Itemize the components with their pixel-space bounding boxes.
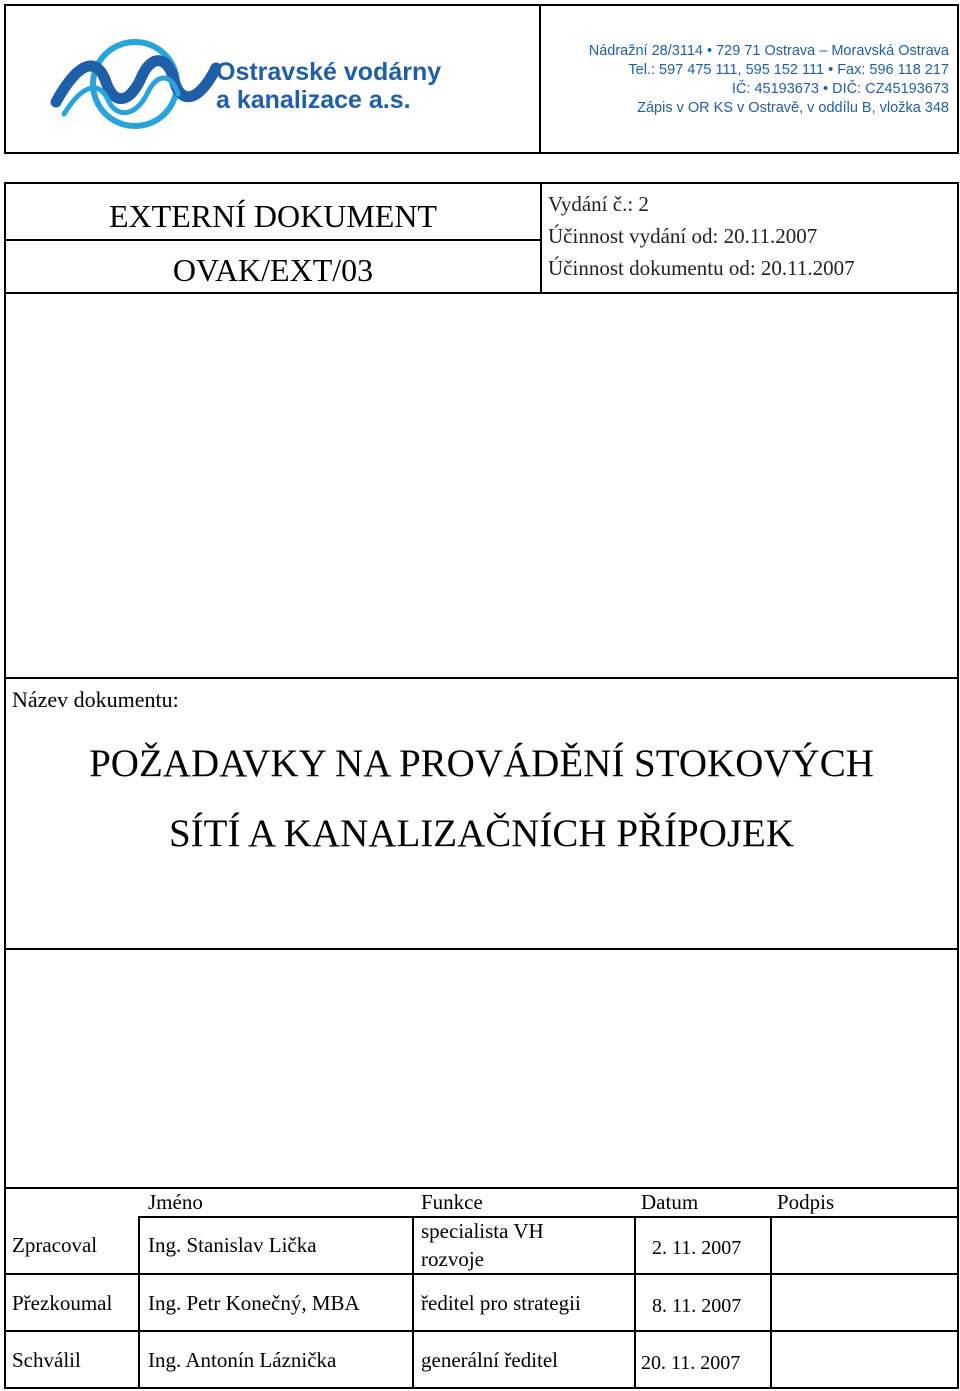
blank-area-bottom: [4, 948, 959, 1189]
row-name: Ing. Stanislav Lička: [148, 1233, 317, 1257]
row-role: Přezkoumal: [12, 1291, 113, 1315]
row-role: Zpracoval: [12, 1233, 98, 1257]
header-date: Datum: [641, 1190, 699, 1214]
row-date: 2. 11. 2007: [652, 1237, 742, 1259]
company-phone-fax: Tel.: 597 475 111, 595 152 111 • Fax: 596 118 217: [628, 62, 949, 78]
row-date: 20. 11. 2007: [641, 1352, 741, 1374]
letterhead-logo-box: [4, 4, 541, 154]
header-function: Funkce: [421, 1190, 483, 1214]
title-label: Název dokumentu:: [12, 687, 179, 712]
row-name: Ing. Petr Konečný, MBA: [148, 1291, 360, 1315]
row-date: 8. 11. 2007: [652, 1295, 742, 1317]
doc-type: EXTERNÍ DOKUMENT: [109, 198, 437, 234]
doc-header-box: [4, 182, 959, 294]
letterhead-contact-box: [539, 4, 959, 154]
company-address: Nádražní 28/3114 • 729 71 Ostrava – Moravská Ostrava: [588, 43, 949, 59]
document-title-line2: SÍTÍ A KANALIZAČNÍCH PŘÍPOJEK: [168, 812, 795, 855]
doc-issue-effective: Účinnost vydání od: 20.11.2007: [548, 224, 818, 248]
company-name-line2: a kanalizace a.s.: [216, 86, 411, 114]
doc-effective: Účinnost dokumentu od: 20.11.2007: [548, 256, 855, 280]
company-name-line1: Ostravské vodárny: [216, 58, 442, 86]
doc-issue: Vydání č.: 2: [548, 192, 649, 216]
company-ids: IČ: 45193673 • DIČ: CZ45193673: [731, 81, 949, 97]
approval-table: [4, 1187, 959, 1389]
doc-code: OVAK/EXT/03: [172, 252, 374, 288]
document-title-line1: POŽADAVKY NA PROVÁDĚNÍ STOKOVÝCH: [89, 742, 874, 785]
row-function: specialista VH: [421, 1219, 544, 1243]
row-name: Ing. Antonín Láznička: [148, 1348, 337, 1372]
header-signature: Podpis: [777, 1190, 835, 1214]
ovak-wave-logo-icon: [50, 38, 220, 130]
row-role: Schválil: [12, 1348, 81, 1372]
row-function-cont: rozvoje: [421, 1247, 484, 1271]
row-function: generální ředitel: [421, 1348, 559, 1372]
company-registry: Zápis v OR KS v Ostravě, v oddílu B, vložka 348: [637, 100, 949, 116]
blank-area-top: [4, 292, 959, 679]
header-name: Jméno: [148, 1190, 203, 1214]
row-function: ředitel pro strategii: [421, 1291, 581, 1315]
title-section: [4, 677, 959, 950]
